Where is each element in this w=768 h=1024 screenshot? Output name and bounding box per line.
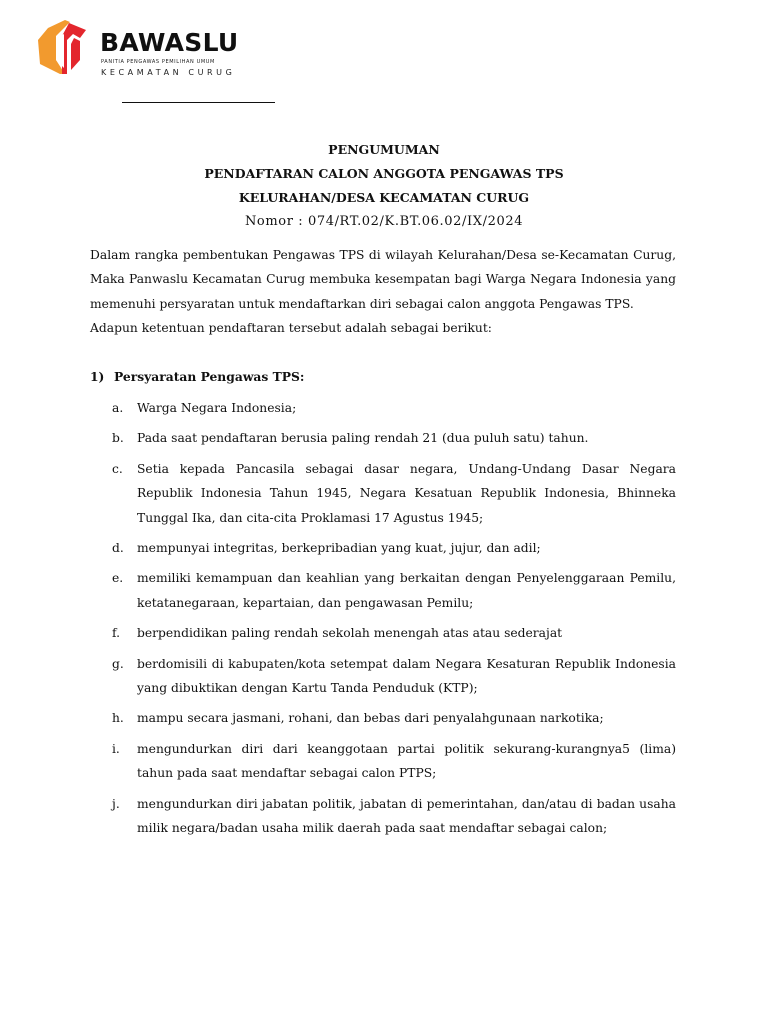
list-item-text: berpendidikan paling rendah sekolah menengah atas atau sederajat: [137, 626, 563, 641]
intro-followup: Adapun ketentuan pendaftaran tersebut adalah sebagai berikut:: [90, 320, 492, 335]
list-item-marker: a.: [112, 401, 124, 415]
logo-subtitle: PANITIA PENGAWAS PEMILIHAN UMUM: [101, 59, 215, 65]
list-item-text: memiliki kemampuan dan keahlian yang berkaitan dengan Penyelenggaraan Pemilu, ketatanegaraan, kepartaian, dan pengawasan Pemilu;: [137, 571, 676, 610]
list-item-marker: j.: [112, 796, 120, 811]
list-item: [112, 792, 676, 841]
list-item: [112, 706, 676, 730]
title-line-3: KELURAHAN/DESA KECAMATAN CURUG: [238, 190, 530, 205]
list-item-marker: i.: [112, 741, 120, 756]
list-item: [112, 566, 676, 615]
list-item-text: berdomisili di kabupaten/kota setempat dalam Negara Kesaturan Republik Indonesia yang dibuktikan dengan Kartu Tanda Penduduk (KTP);: [137, 656, 676, 696]
header-divider: [122, 102, 275, 103]
list-item: [112, 652, 676, 701]
intro-section: [90, 243, 676, 340]
requirements-list: [112, 396, 676, 847]
list-item: [112, 457, 676, 530]
list-item-marker: d.: [112, 541, 124, 556]
list-item-marker: h.: [112, 711, 124, 726]
list-item: [112, 396, 676, 420]
list-item: [112, 621, 676, 645]
list-item: [112, 536, 676, 560]
title-line-1: PENGUMUMAN: [328, 142, 440, 157]
list-item-text: Warga Negara Indonesia;: [137, 401, 297, 415]
bawaslu-emblem-icon: [34, 16, 96, 78]
list-item-text: Setia kepada Pancasila sebagai dasar negara, Undang-Undang Dasar Negara Republik Indonesia Tahun 1945, Negara Kesatuan Republik Indonesia, Bhinneka Tunggal Ika, dan cita-cita Proklamasi 17 Agustus 1945;: [137, 461, 676, 525]
list-item-marker: g.: [112, 656, 124, 671]
title-line-2: PENDAFTARAN CALON ANGGOTA PENGAWAS TPS: [204, 166, 564, 181]
logo-district: KECAMATAN CURUG: [101, 68, 236, 77]
list-item-marker: e.: [112, 571, 124, 586]
list-item-text: mampu secara jasmani, rohani, dan bebas dari penyalahgunaan narkotika;: [137, 711, 604, 726]
document-title: [0, 138, 768, 234]
document-number: Nomor : 074/RT.02/K.BT.06.02/IX/2024: [244, 214, 524, 229]
section-heading: [90, 367, 676, 387]
list-item-text: Pada saat pendaftaran berusia paling rendah 21 (dua puluh satu) tahun.: [137, 431, 589, 446]
intro-paragraph: Dalam rangka pembentukan Pengawas TPS di wilayah Kelurahan/Desa se-Kecamatan Curug, Maka Panwaslu Kecamatan Curug membuka kesempatan bagi Warga Negara Indonesia yang memenuhi persyaratan untuk mendaftarkan diri sebagai calon anggota Pengawas TPS.: [90, 248, 676, 311]
section-number: 1): [90, 369, 105, 384]
list-item-text: mengundurkan diri jabatan politik, jabatan di pemerintahan, dan/atau di badan usaha milik negara/badan usaha milik daerah pada saat mendaftar sebagai calon;: [137, 796, 676, 836]
bawaslu-logo: [34, 16, 244, 78]
section-title: Persyaratan Pengawas TPS:: [114, 369, 305, 384]
list-item-marker: f.: [112, 626, 121, 641]
list-item: [112, 426, 676, 450]
logo-name: BAWASLU: [100, 28, 239, 57]
list-item: [112, 737, 676, 786]
list-item-text: mempunyai integritas, berkepribadian yang kuat, jujur, dan adil;: [137, 541, 541, 556]
list-item-marker: b.: [112, 431, 124, 446]
list-item-text: mengundurkan diri dari keanggotaan partai politik sekurang-kurangnya5 (lima) tahun pada saat mendaftar sebagai calon PTPS;: [137, 741, 676, 781]
list-item-marker: c.: [112, 461, 123, 476]
